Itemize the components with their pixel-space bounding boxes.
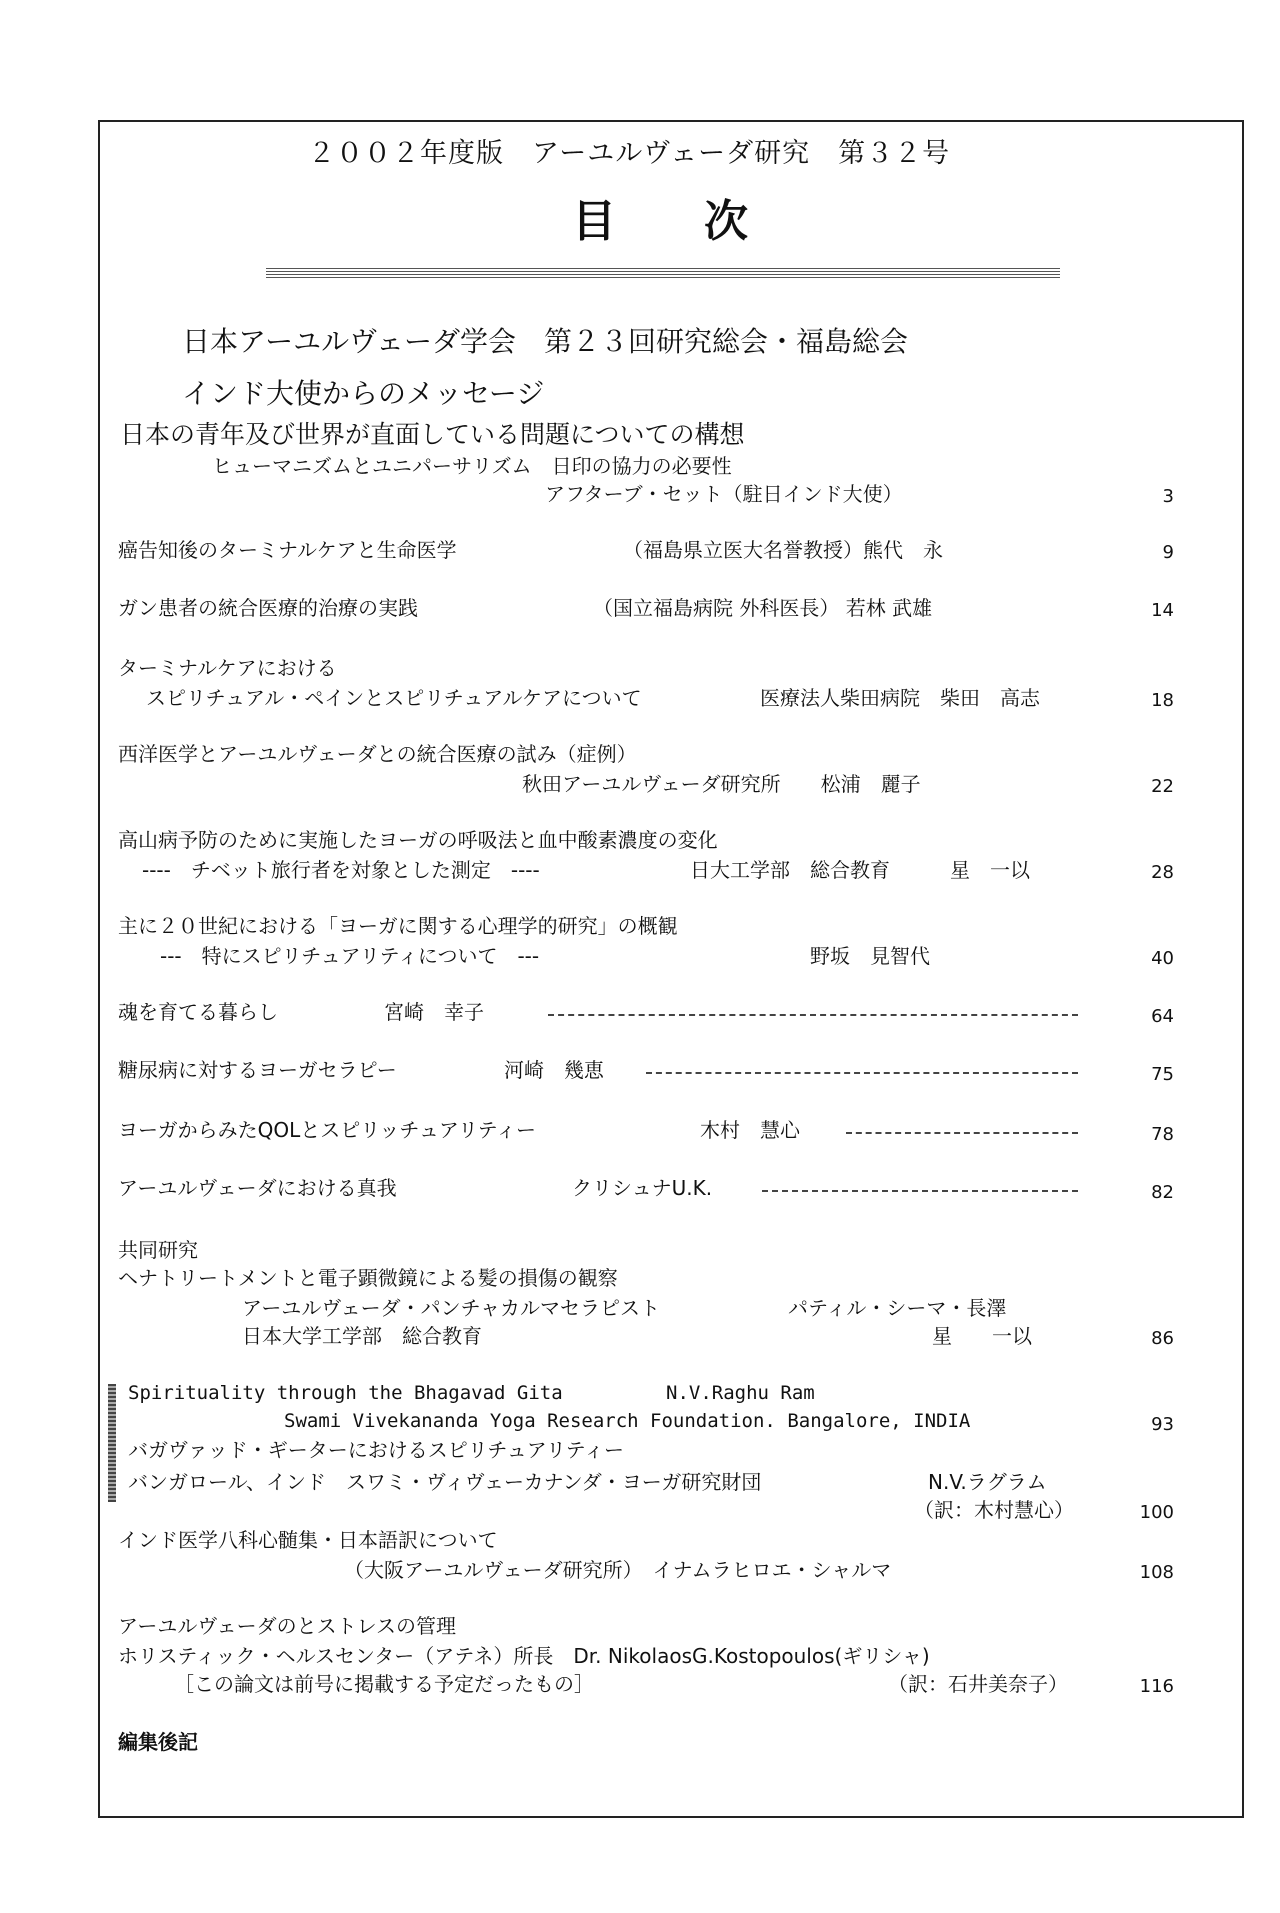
toc-entry-title: ヨーガからみたQOLとスピリッチュアリティー (118, 1118, 537, 1142)
toc-entry-title: インド医学八科心髄集・日本語訳について (118, 1528, 498, 1552)
toc-entry-subtitle: --- 特にスピリチュアリティについて --- (160, 944, 540, 968)
toc-entry-author: 野坂 見智代 (810, 944, 930, 968)
toc-page-number: 28 (1151, 862, 1174, 883)
toc-entry-title: 糖尿病に対するヨーガセラピー (118, 1058, 397, 1082)
toc-entry-title: 高山病予防のために実施したヨーガの呼吸法と血中酸素濃度の変化 (118, 828, 718, 852)
toc-page-number: 14 (1151, 600, 1174, 621)
toc-entry-author: N.V.ラグラム (928, 1470, 1047, 1494)
toc-page-number: 3 (1162, 486, 1174, 507)
toc-entry-author: 秋田アーユルヴェーダ研究所 松浦 麗子 (522, 772, 921, 796)
toc-entry-title: ターミナルケアにおける (118, 656, 337, 680)
toc-entry-title: 癌告知後のターミナルケアと生命医学 (118, 538, 457, 562)
joint-research-label: 共同研究 (118, 1238, 198, 1262)
toc-entry-author: パティル・シーマ・長澤 (788, 1296, 1007, 1320)
toc-page-number: 78 (1151, 1124, 1174, 1145)
toc-entry-affiliation: アーユルヴェーダ・パンチャカルマセラピスト (242, 1296, 660, 1320)
toc-entry-author: クリシュナU.K. (572, 1176, 713, 1200)
toc-entry-author: 日大工学部 総合教育 星 一以 (690, 858, 1030, 882)
toc-page-number: 86 (1151, 1328, 1174, 1349)
toc-entry-author: アフターブ・セット（駐日インド大使） (545, 482, 903, 506)
editorial-afterword: 編集後記 (118, 1730, 198, 1754)
toc-page-number: 100 (1139, 1502, 1174, 1523)
toc-page-number: 93 (1151, 1414, 1174, 1435)
toc-page-number: 116 (1139, 1676, 1174, 1697)
toc-entry-title: アーユルヴェーダにおける真我 (118, 1176, 397, 1200)
journal-title: ２００２年度版 アーユルヴェーダ研究 第３２号 (308, 138, 951, 169)
leader-dashes (846, 1132, 1078, 1134)
toc-page-number: 64 (1151, 1006, 1174, 1027)
toc-entry-affiliation: 日本大学工学部 総合教育 (242, 1324, 482, 1348)
toc-page-number: 40 (1151, 948, 1174, 969)
toc-entry-title: 西洋医学とアーユルヴェーダとの統合医療の試み（症例） (118, 742, 637, 766)
toc-entry-title: アーユルヴェーダのとストレスの管理 (118, 1614, 456, 1638)
leader-dashes (762, 1190, 1078, 1192)
toc-entry-subtitle: ---- チベット旅行者を対象とした測定 ---- (142, 858, 540, 882)
society-meeting-heading: 日本アーユルヴェーダ学会 第２３回研究総会・福島総会 (182, 325, 909, 358)
toc-entry-title: バガヴァッド・ギーターにおけるスピリチュアリティー (128, 1438, 624, 1462)
toc-page-number: 18 (1151, 690, 1174, 711)
toc-entry-author: 宮崎 幸子 (384, 1000, 484, 1024)
toc-entry-subtitle: スピリチュアル・ペインとスピリチュアルケアについて (146, 686, 642, 710)
toc-entry-translator: （訳：木村慧心） (914, 1498, 1074, 1522)
toc-heading: 目 次 (572, 196, 748, 247)
toc-entry-author: （大阪アーユルヴェーダ研究所） イナムラヒロエ・シャルマ (344, 1558, 892, 1582)
toc-entry-note: ［この論文は前号に掲載する予定だったもの］ (174, 1672, 594, 1696)
toc-entry-title: 日本の青年及び世界が直面している問題についての構想 (120, 420, 745, 449)
ambassador-message-heading: インド大使からのメッセージ (182, 377, 545, 410)
toc-entry-title: 主に２０世紀における「ヨーガに関する心理学的研究」の概観 (118, 914, 678, 938)
toc-entry-affiliation: ホリスティック・ヘルスセンター（アテネ）所長 Dr. NikolaosG.Kostopoulos(ギリシャ) (118, 1644, 930, 1668)
toc-entry-title: Spirituality through the Bhagavad Gita (128, 1382, 563, 1404)
toc-entry-author: （福島県立医大名誉教授）熊代 永 (623, 538, 943, 562)
toc-entry-title: ガン患者の統合医療的治療の実践 (118, 596, 418, 620)
toc-entry-translator: （訳：石井美奈子） (888, 1672, 1068, 1696)
leader-dashes (646, 1072, 1078, 1074)
toc-page-number: 82 (1151, 1182, 1174, 1203)
toc-page-number: 108 (1139, 1562, 1174, 1583)
leader-dashes (548, 1014, 1078, 1016)
toc-page-number: 22 (1151, 776, 1174, 797)
double-rule-divider (266, 266, 1060, 278)
toc-entry-title: 魂を育てる暮らし (118, 1000, 278, 1024)
toc-page-number: 9 (1162, 542, 1174, 563)
toc-entry-author: 河崎 幾恵 (504, 1058, 604, 1082)
toc-entry-author: （国立福島病院 外科医長） 若林 武雄 (593, 596, 933, 620)
marker-bar (108, 1384, 116, 1502)
toc-entry-subtitle: ヒューマニズムとユニパーサリズム 日印の協力の必要性 (212, 454, 732, 478)
toc-entry-affiliation: バンガロール、インド スワミ・ヴィヴェーカナンダ・ヨーガ研究財団 (128, 1470, 762, 1494)
toc-entry-author: 星 一以 (932, 1324, 1032, 1348)
toc-entry-title: ヘナトリートメントと電子顕微鏡による髪の損傷の観察 (118, 1266, 618, 1290)
toc-entry-affiliation: Swami Vivekananda Yoga Research Foundation. Bangalore, INDIA (284, 1410, 971, 1432)
toc-entry-author: 医療法人柴田病院 柴田 高志 (760, 686, 1040, 710)
toc-entry-author: 木村 慧心 (700, 1118, 800, 1142)
toc-page-number: 75 (1151, 1064, 1174, 1085)
toc-entry-author: N.V.Raghu Ram (666, 1382, 815, 1404)
